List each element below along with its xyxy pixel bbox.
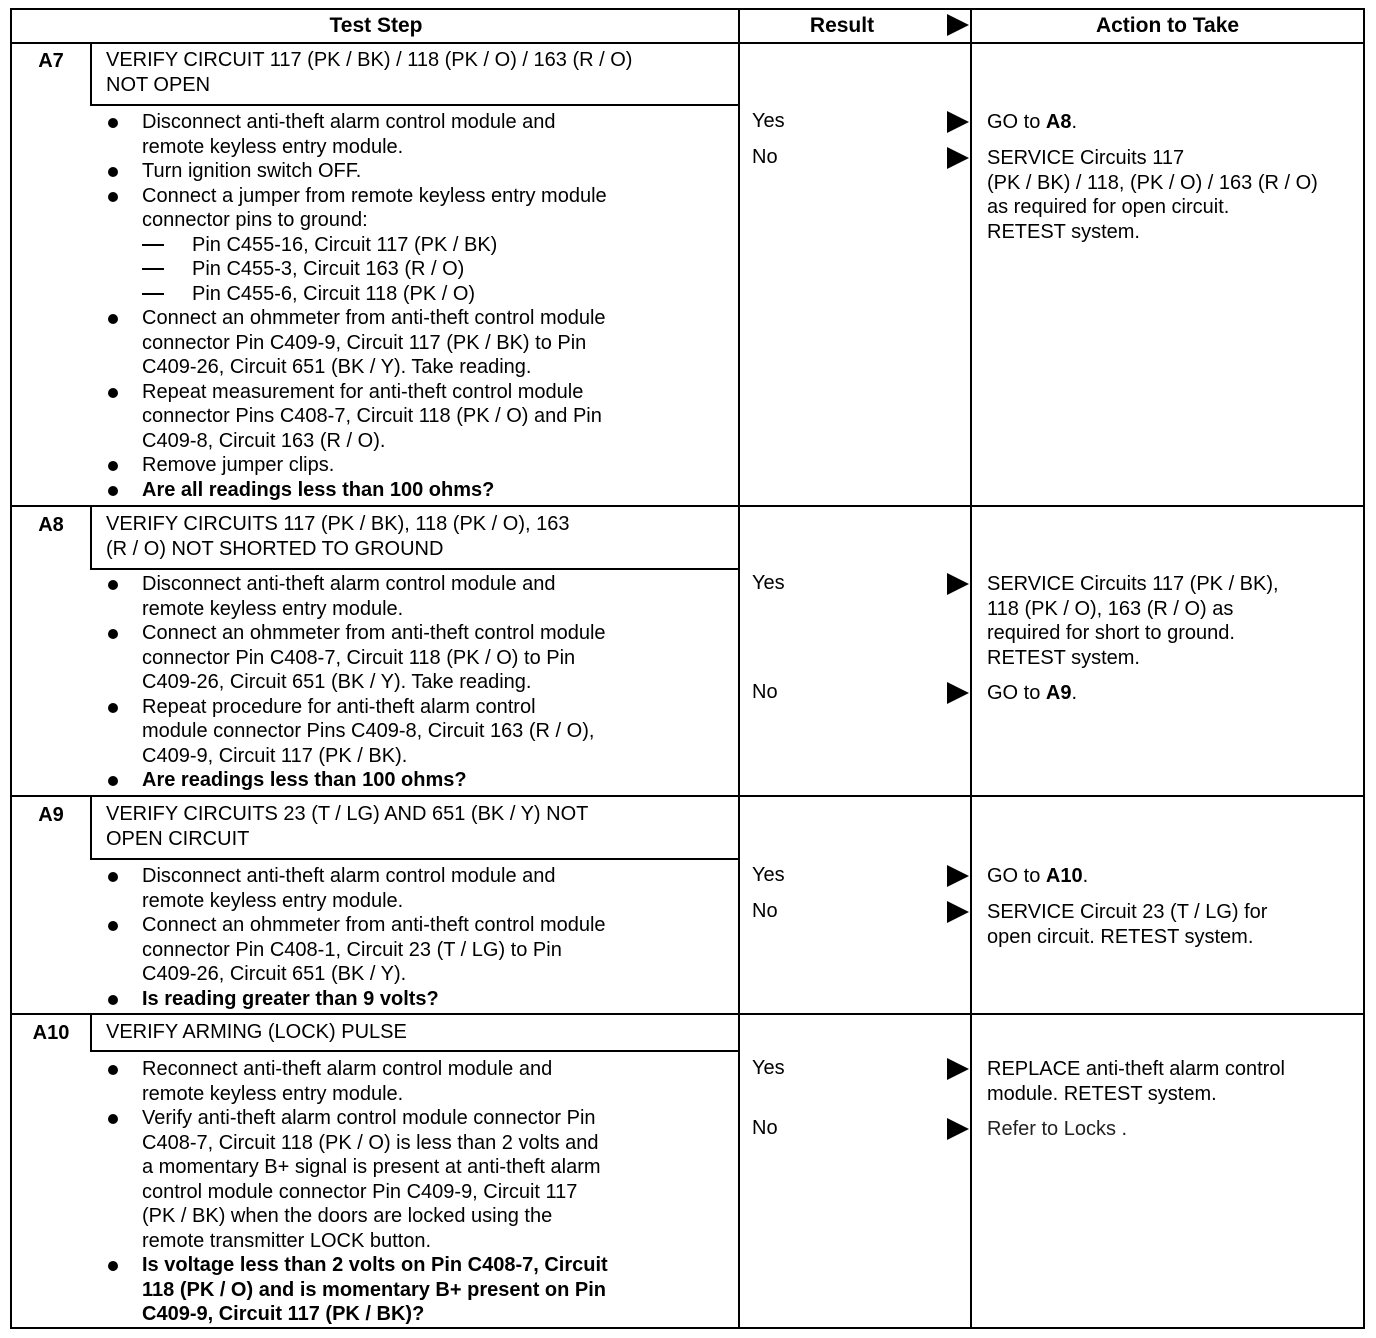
step-bullets <box>102 572 737 793</box>
bullet-item <box>102 159 737 184</box>
bullet-line: C409-8, Circuit 163 (R / O). <box>142 429 386 452</box>
action-text: (PK / BK) / 118, (PK / O) / 163 (R / O) <box>987 171 1318 194</box>
arrow-right-icon <box>947 1058 969 1080</box>
bullet-line: (PK / BK) when the doors are locked using the <box>142 1205 553 1227</box>
bullet-icon <box>108 388 118 398</box>
bullet-line: Is voltage less than 2 volts on Pin C408-7, Circuit <box>142 1254 608 1276</box>
step-title-line: VERIFY ARMING (LOCK) PULSE <box>106 1021 407 1043</box>
title-underline <box>90 1050 740 1052</box>
bullet-line: Connect an ohmmeter from anti-theft control module <box>142 622 606 644</box>
bullet-line: C408-7, Circuit 118 (PK / O) is less than 2 volts and <box>142 1131 599 1154</box>
step-reference: A10 <box>1045 865 1083 887</box>
bullet-line: remote keyless entry module. <box>142 597 404 620</box>
bullet-line: Disconnect anti-theft alarm control module and <box>142 111 556 133</box>
bullet-line: C409-26, Circuit 651 (BK / Y). <box>142 963 407 985</box>
bullet-line: Disconnect anti-theft alarm control module and <box>142 865 556 887</box>
bullet-icon <box>108 314 118 324</box>
action-text: module. RETEST system. <box>987 1082 1217 1105</box>
dash-icon <box>142 293 164 295</box>
bullet-line: remote keyless entry module. <box>142 1082 404 1105</box>
step-title-line: VERIFY CIRCUIT 117 (PK / BK) / 118 (PK / O) / 163 (R / O) <box>106 49 633 71</box>
column-divider-result <box>738 10 740 1329</box>
bullet-icon <box>108 1065 118 1075</box>
action-text-block <box>987 1117 1362 1142</box>
step-title-line: VERIFY CIRCUITS 117 (PK / BK), 118 (PK / O), 163 <box>106 513 570 535</box>
action-line <box>987 646 1362 671</box>
bullet-line: Connect an ohmmeter from anti-theft control module <box>142 307 606 329</box>
bullet-line: Are all readings less than 100 ohms? <box>142 478 495 501</box>
result-yes: Yes <box>752 572 785 594</box>
result-no: No <box>752 900 778 922</box>
row-separator <box>12 795 1363 797</box>
step-reference: A9 <box>1045 682 1072 704</box>
action-line <box>987 195 1362 220</box>
action-line <box>987 925 1362 950</box>
bullet-item <box>102 1057 737 1106</box>
question-item <box>102 478 737 503</box>
bullet-icon <box>108 703 118 713</box>
id-divider <box>90 1014 92 1050</box>
title-underline <box>90 104 740 106</box>
action-line <box>987 1057 1362 1082</box>
action-text: GO to <box>987 682 1046 704</box>
step-id: A7 <box>38 50 64 72</box>
bullet-line: connector Pins C408-7, Circuit 118 (PK / O) and Pin <box>142 405 602 427</box>
bullet-icon <box>108 1114 118 1124</box>
action-line <box>987 597 1362 622</box>
action-line <box>987 110 1362 135</box>
header-result: Result <box>809 14 875 37</box>
action-text: as required for open circuit. <box>987 196 1230 218</box>
action-text-block <box>987 681 1362 706</box>
action-line <box>987 900 1362 925</box>
bullet-item <box>102 695 737 769</box>
question-item <box>102 987 737 1012</box>
bullet-item <box>102 913 737 987</box>
bullet-line: Repeat measurement for anti-theft control module <box>142 380 584 403</box>
arrow-right-icon <box>947 901 969 923</box>
id-divider <box>90 42 92 104</box>
sub-item-text: Pin C455-6, Circuit 118 (PK / O) <box>192 282 476 305</box>
column-divider-action <box>970 10 972 1329</box>
bullet-line: Connect an ohmmeter from anti-theft control module <box>142 914 606 936</box>
bullet-icon <box>108 776 118 786</box>
dash-icon <box>142 244 164 246</box>
bullet-line: Remove jumper clips. <box>142 454 335 476</box>
action-text: SERVICE Circuits 117 (PK / BK), <box>987 573 1279 595</box>
action-line <box>987 220 1362 245</box>
action-text: 118 (PK / O), 163 (R / O) as <box>987 597 1234 620</box>
bullet-item <box>102 380 737 454</box>
step-title-line: VERIFY CIRCUITS 23 (T / LG) AND 651 (BK / Y) NOT <box>106 803 589 825</box>
step-title <box>106 512 726 561</box>
bullet-line: connector pins to ground: <box>142 209 368 231</box>
action-text-block <box>987 1057 1362 1106</box>
step-title-line: OPEN CIRCUIT <box>106 827 250 850</box>
arrow-right-icon <box>947 682 969 704</box>
header-action: Action to Take <box>1095 14 1240 37</box>
question-item <box>102 768 737 793</box>
row-separator <box>12 1013 1363 1015</box>
action-text: . <box>1071 682 1078 704</box>
action-line <box>987 864 1362 889</box>
bullet-item <box>102 184 737 307</box>
bullet-line: C409-9, Circuit 117 (PK / BK)? <box>142 1303 425 1325</box>
action-text: RETEST system. <box>987 646 1140 669</box>
bullet-item <box>102 864 737 913</box>
step-bullets <box>102 1057 737 1327</box>
bullet-icon <box>108 167 118 177</box>
bullet-line: connector Pin C408-7, Circuit 118 (PK / O) to Pin <box>142 646 576 669</box>
bullet-icon <box>108 580 118 590</box>
bullet-icon <box>108 486 118 496</box>
action-text: SERVICE Circuit 23 (T / LG) for <box>987 901 1268 923</box>
bullet-line: Is reading greater than 9 volts? <box>142 987 439 1010</box>
action-text: REPLACE anti-theft alarm control <box>987 1058 1285 1080</box>
bullet-line: a momentary B+ signal is present at anti-theft alarm <box>142 1156 601 1178</box>
bullet-icon <box>108 629 118 639</box>
action-line <box>987 146 1362 171</box>
bullet-line: Disconnect anti-theft alarm control module and <box>142 573 556 595</box>
bullet-icon <box>108 1261 118 1271</box>
bullet-line: 118 (PK / O) and is momentary B+ present on Pin <box>142 1278 607 1301</box>
bullet-line: Repeat procedure for anti-theft alarm control <box>142 695 536 718</box>
step-bullets <box>102 864 737 1011</box>
step-title-line: (R / O) NOT SHORTED TO GROUND <box>106 537 444 560</box>
action-line <box>987 1082 1362 1107</box>
bullet-item <box>102 572 737 621</box>
step-title <box>106 48 726 97</box>
bullet-line: remote keyless entry module. <box>142 889 404 912</box>
arrow-right-icon <box>947 865 969 887</box>
bullet-line: control module connector Pin C409-9, Circuit 117 <box>142 1180 578 1203</box>
bullet-icon <box>108 461 118 471</box>
bullet-item <box>102 1106 737 1253</box>
bullet-line: module connector Pins C409-8, Circuit 163 (R / O), <box>142 720 595 742</box>
action-line <box>987 1117 1362 1142</box>
question-item <box>102 1253 737 1327</box>
bullet-line: C409-9, Circuit 117 (PK / BK). <box>142 744 408 767</box>
bullet-line: Reconnect anti-theft alarm control module and <box>142 1058 553 1080</box>
row-separator <box>12 505 1363 507</box>
step-id: A8 <box>38 514 64 536</box>
step-title <box>106 1020 726 1045</box>
dash-icon <box>142 268 164 270</box>
action-text: GO to <box>987 111 1046 133</box>
action-text: . <box>1082 865 1089 887</box>
result-no: No <box>752 681 778 703</box>
bullet-item <box>102 306 737 380</box>
bullet-item <box>102 110 737 159</box>
bullet-icon <box>108 921 118 931</box>
bullet-icon <box>108 118 118 128</box>
arrow-right-icon <box>947 14 969 36</box>
bullet-icon <box>108 192 118 202</box>
step-reference: A8 <box>1045 111 1072 133</box>
bullet-line: connector Pin C408-1, Circuit 23 (T / LG) to Pin <box>142 938 562 961</box>
result-no: No <box>752 1117 778 1139</box>
action-line <box>987 171 1362 196</box>
action-text: RETEST system. <box>987 220 1140 243</box>
bullet-line: remote keyless entry module. <box>142 135 404 158</box>
sub-item <box>142 233 737 258</box>
action-text-block <box>987 900 1362 949</box>
action-line <box>987 572 1362 597</box>
arrow-right-icon <box>947 1118 969 1140</box>
title-underline <box>90 568 740 570</box>
header-test-step: Test Step <box>329 14 423 37</box>
step-title-line: NOT OPEN <box>106 73 211 96</box>
table-header <box>12 10 1363 44</box>
bullet-line: Turn ignition switch OFF. <box>142 160 362 182</box>
action-text: open circuit. RETEST system. <box>987 925 1254 948</box>
sub-item <box>142 257 737 282</box>
action-text: SERVICE Circuits 117 <box>987 147 1185 169</box>
arrow-right-icon <box>947 111 969 133</box>
arrow-right-icon <box>947 147 969 169</box>
bullet-icon <box>108 872 118 882</box>
action-text-block <box>987 572 1362 670</box>
action-text-block <box>987 146 1362 244</box>
bullet-icon <box>108 995 118 1005</box>
bullet-line: C409-26, Circuit 651 (BK / Y). Take reading. <box>142 671 532 693</box>
sub-item <box>142 282 737 307</box>
result-no: No <box>752 146 778 168</box>
result-yes: Yes <box>752 110 785 132</box>
step-bullets <box>102 110 737 502</box>
bullet-line: Are readings less than 100 ohms? <box>142 769 467 791</box>
result-yes: Yes <box>752 864 785 886</box>
bullet-line: connector Pin C409-9, Circuit 117 (PK / BK) to Pin <box>142 331 587 354</box>
arrow-right-icon <box>947 573 969 595</box>
action-text: . <box>1071 111 1078 133</box>
action-text: required for short to ground. <box>987 622 1235 644</box>
action-line <box>987 621 1362 646</box>
bullet-line: Verify anti-theft alarm control module connector Pin <box>142 1107 596 1129</box>
bullet-line: C409-26, Circuit 651 (BK / Y). Take reading. <box>142 356 532 378</box>
action-line <box>987 681 1362 706</box>
action-text-block <box>987 110 1362 135</box>
step-id: A10 <box>32 1022 70 1044</box>
bullet-line: Connect a jumper from remote keyless entry module <box>142 184 607 207</box>
bullet-item <box>102 453 737 478</box>
step-title <box>106 802 726 851</box>
step-id: A9 <box>38 804 64 826</box>
title-underline <box>90 858 740 860</box>
sub-item-text: Pin C455-16, Circuit 117 (PK / BK) <box>192 233 498 256</box>
bullet-line: remote transmitter LOCK button. <box>142 1229 432 1252</box>
diagnostic-table <box>10 8 1365 1329</box>
sub-item-text: Pin C455-3, Circuit 163 (R / O) <box>192 258 465 280</box>
action-text-block <box>987 864 1362 889</box>
id-divider <box>90 796 92 858</box>
id-divider <box>90 506 92 568</box>
bullet-item <box>102 621 737 695</box>
action-text: GO to <box>987 865 1046 887</box>
result-yes: Yes <box>752 1057 785 1079</box>
action-text: Refer to Locks . <box>987 1118 1128 1140</box>
